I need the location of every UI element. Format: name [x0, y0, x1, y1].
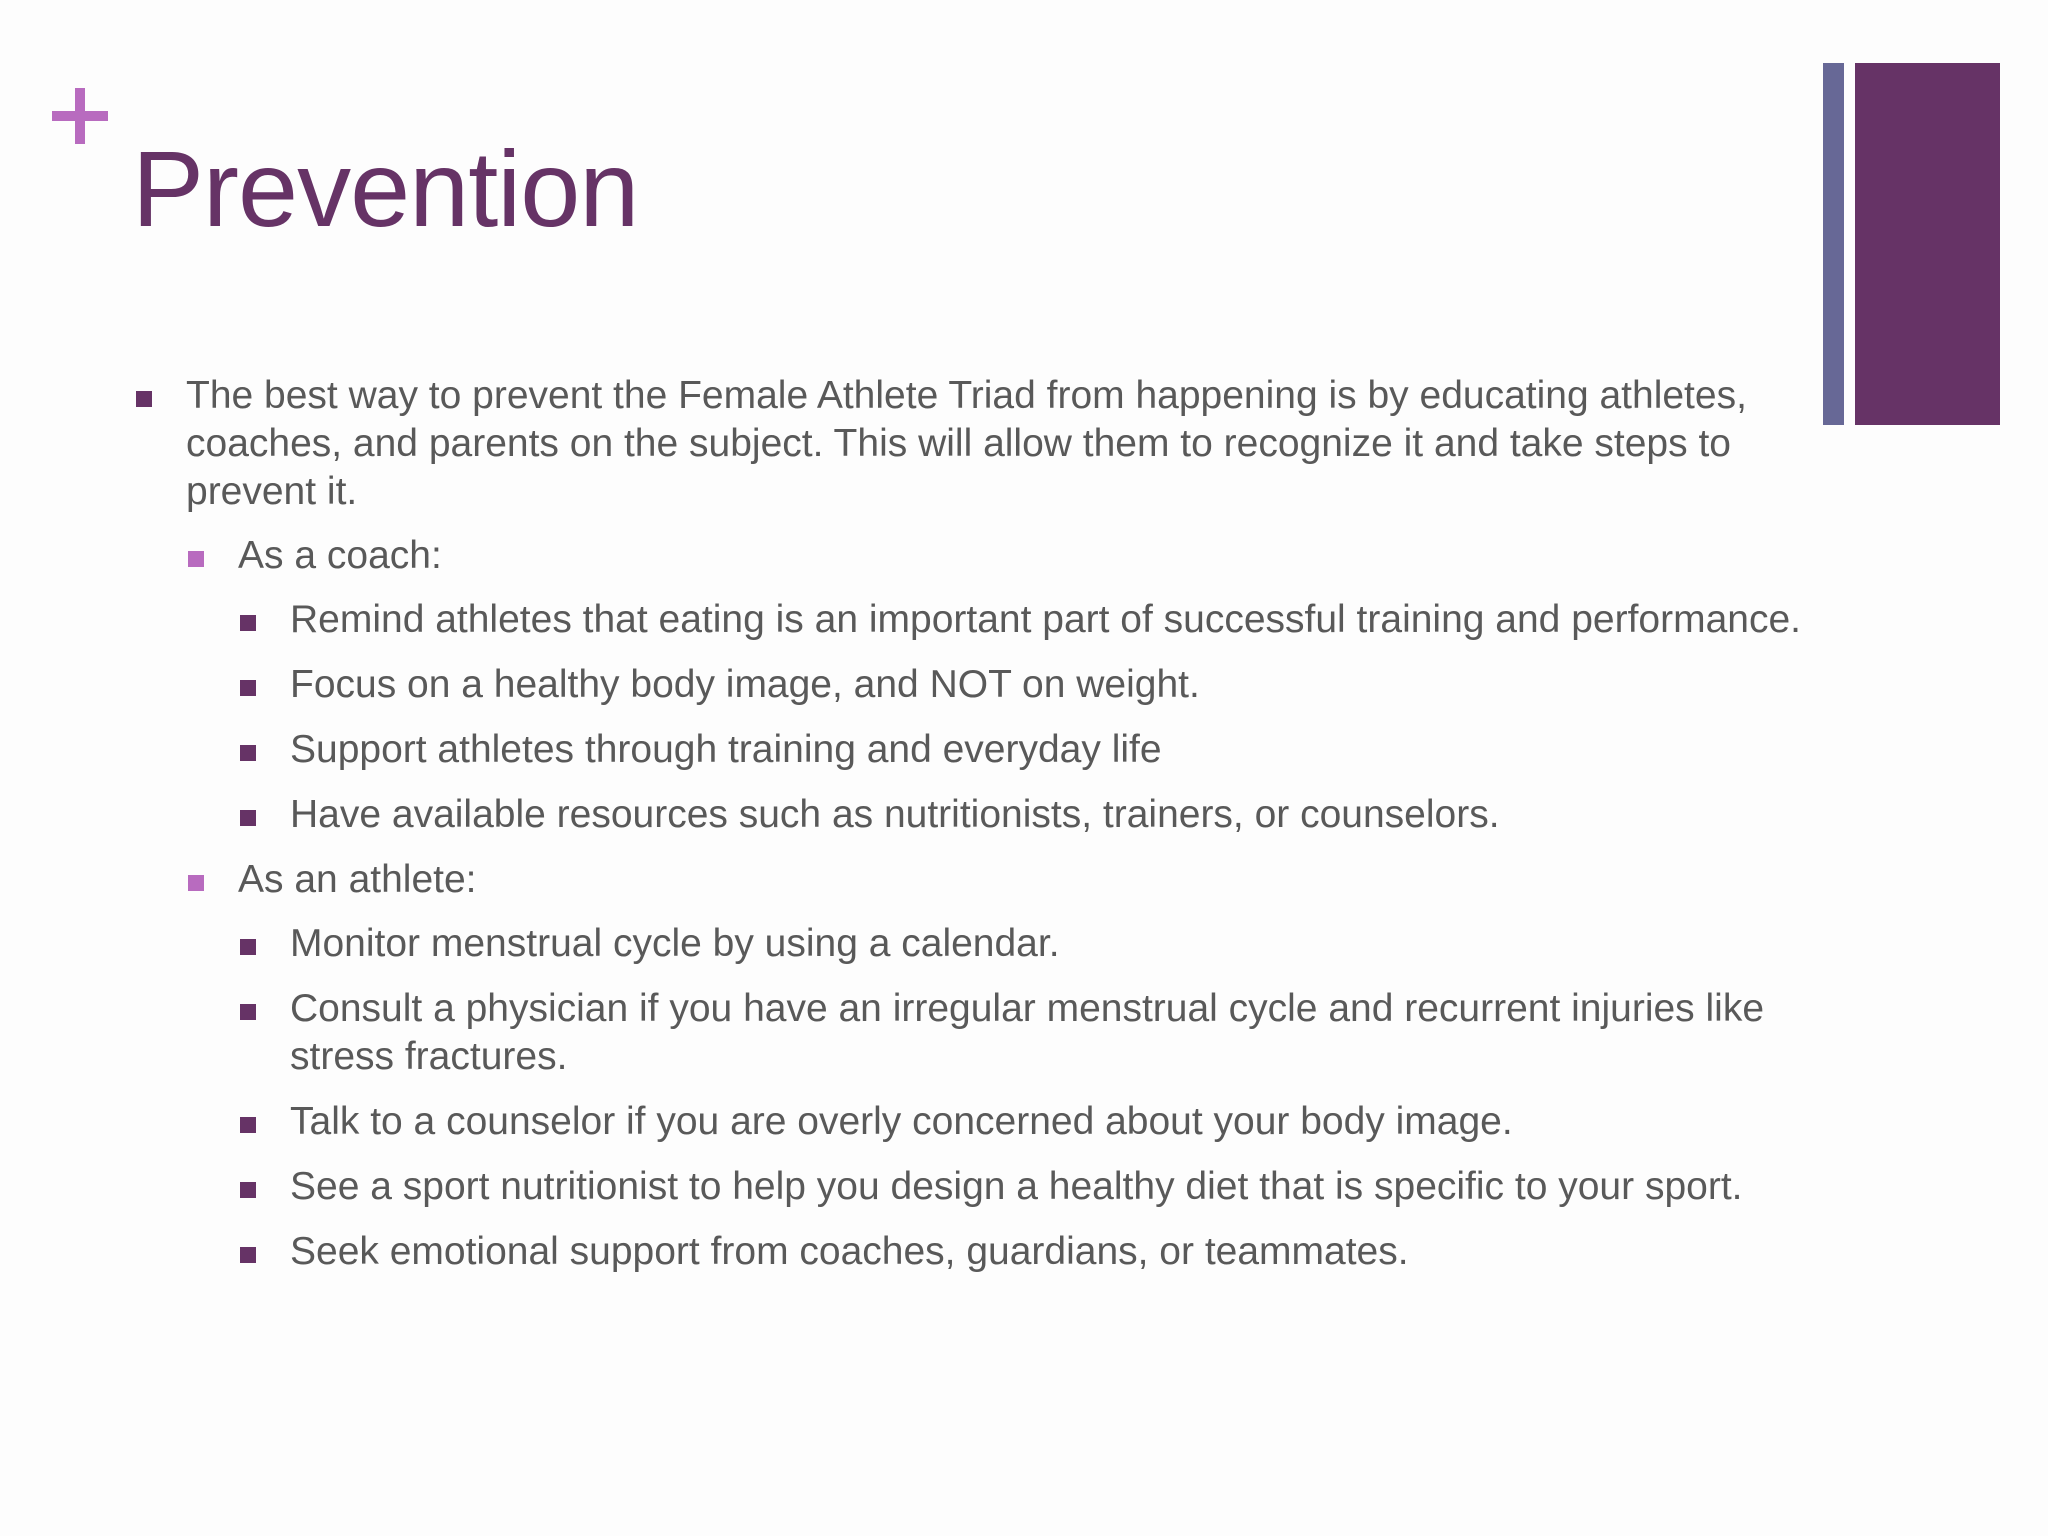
accent-bar-wide — [1855, 63, 2000, 425]
square-bullet-icon — [240, 810, 256, 826]
bullet-item — [134, 661, 1804, 709]
square-bullet-icon — [136, 391, 152, 407]
bullet-text: Talk to a counselor if you are overly concerned about your body image. — [290, 1100, 1513, 1143]
bullet-text: Monitor menstrual cycle by using a calendar. — [290, 922, 1060, 965]
slide-title: Prevention — [132, 128, 639, 249]
square-bullet-icon — [188, 551, 204, 567]
square-bullet-icon — [240, 1182, 256, 1198]
bullet-text: Seek emotional support from coaches, guardians, or teammates. — [290, 1230, 1409, 1273]
bullet-item — [134, 1098, 1804, 1146]
square-bullet-icon — [240, 745, 256, 761]
bullet-text: Consult a physician if you have an irregular menstrual cycle and recurrent injuries like stress fractures. — [290, 987, 1765, 1078]
bullet-item — [134, 726, 1804, 774]
bullet-item — [134, 1228, 1804, 1276]
square-bullet-icon — [240, 1117, 256, 1133]
bullet-text: Have available resources such as nutritionists, trainers, or counselors. — [290, 793, 1500, 836]
accent-bar-thin — [1823, 63, 1844, 425]
bullet-item — [134, 791, 1804, 839]
plus-icon-vertical-bar — [75, 88, 85, 144]
bullet-item — [134, 856, 1804, 904]
bullet-item — [134, 920, 1804, 968]
bullet-list — [134, 372, 1804, 1293]
plus-icon — [52, 88, 108, 144]
square-bullet-icon — [240, 1004, 256, 1020]
bullet-item — [134, 596, 1804, 644]
bullet-text: Focus on a healthy body image, and NOT on weight. — [290, 663, 1200, 706]
bullet-text: As a coach: — [238, 534, 442, 577]
bullet-text: The best way to prevent the Female Athlete Triad from happening is by educating athletes, coaches, and parents on the subject. This will allow them to recognize it and take steps to prevent it. — [186, 374, 1747, 513]
square-bullet-icon — [188, 875, 204, 891]
bullet-text: See a sport nutritionist to help you design a healthy diet that is specific to your sport. — [290, 1165, 1743, 1208]
square-bullet-icon — [240, 680, 256, 696]
bullet-text: Remind athletes that eating is an important part of successful training and performance. — [290, 598, 1801, 641]
bullet-item — [134, 532, 1804, 580]
bullet-item — [134, 985, 1804, 1081]
square-bullet-icon — [240, 1247, 256, 1263]
bullet-text: As an athlete: — [238, 858, 477, 901]
bullet-text: Support athletes through training and everyday life — [290, 728, 1162, 771]
square-bullet-icon — [240, 939, 256, 955]
bullet-item — [134, 372, 1804, 516]
square-bullet-icon — [240, 615, 256, 631]
bullet-item — [134, 1163, 1804, 1211]
